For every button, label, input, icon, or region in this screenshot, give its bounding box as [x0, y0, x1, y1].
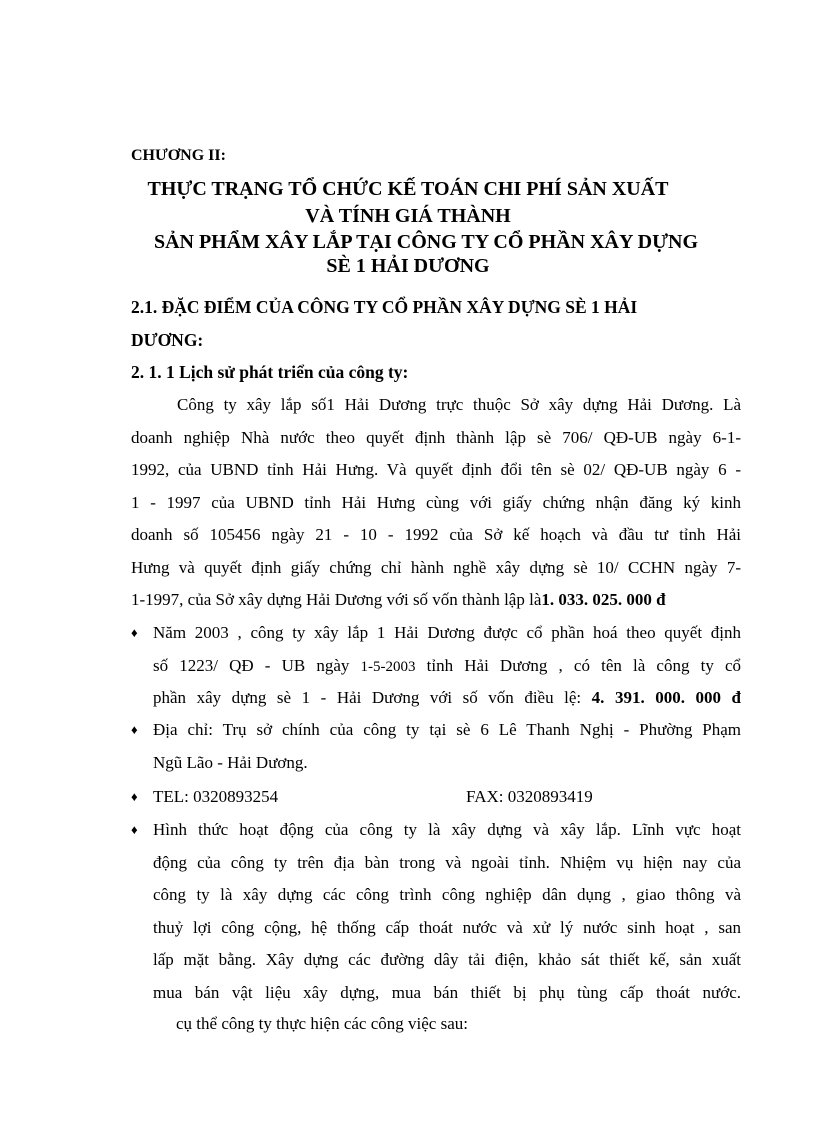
- paragraph-line: Công ty xây lắp số1 Hải Dương trực thuộc Sở xây dựng Hải Dương. Là: [177, 395, 741, 414]
- charter-capital-value: 4. 391. 000. 000 đ: [591, 688, 741, 707]
- bullet-line: Ngũ Lão - Hải Dương.: [153, 752, 308, 772]
- paragraph-line: 1 - 1997 của UBND tỉnh Hải Hưng cùng với giấy chứng nhận đăng ký kinh: [131, 492, 741, 512]
- section-heading-2-1-1: 2. 1. 1 Lịch sử phát triển của công ty:: [131, 362, 409, 382]
- paragraph-line-text: 1-1997, của Sở xây dựng Hải Dương với số vốn thành lập là: [131, 590, 542, 609]
- section-heading-2-1-cont: DƯƠNG:: [131, 330, 204, 350]
- bullet-line: Năm 2003 , công ty xây lắp 1 Hải Dương được cổ phần hoá theo quyết định: [153, 623, 741, 642]
- founding-capital-value: 1. 033. 025. 000 đ: [541, 590, 666, 609]
- chapter-title-line-1: THỰC TRẠNG TỔ CHỨC KẾ TOÁN CHI PHÍ SẢN XUẤT: [147, 178, 669, 200]
- paragraph-line: 1992, của UBND tỉnh Hải Hưng. Và quyết định đổi tên sè 02/ QĐ-UB ngày 6 -: [131, 460, 741, 479]
- equitization-date: 1-5-2003: [360, 658, 416, 675]
- bullet-line: Hình thức hoạt động của công ty là xây dựng và xây lắp. Lĩnh vực hoạt: [153, 820, 741, 839]
- chapter-title-line-2: VÀ TÍNH GIÁ THÀNH: [305, 205, 511, 227]
- fax-number: FAX: 0320893419: [466, 787, 593, 806]
- bullet-line: mua bán vật liệu xây dựng, mua bán thiết bị phụ tùng cấp thoát nước.: [153, 982, 741, 1002]
- diamond-bullet-icon: ♦: [131, 722, 138, 737]
- tel-number: TEL: 0320893254: [153, 787, 279, 806]
- section-heading-2-1: 2.1. ĐẶC ĐIỂM CỦA CÔNG TY CỔ PHẦN XÂY DỰNG SÈ 1 HẢI: [131, 297, 638, 317]
- bullet-line: công ty là xây dựng các công trình công nghiệp dân dụng , giao thông và: [153, 885, 741, 904]
- bullet-line: động của công ty trên địa bàn trong và ngoài tỉnh. Nhiệm vụ hiện nay của: [153, 852, 741, 872]
- bullet-line: thuỷ lợi công cộng, hệ thống cấp thoát nước và xử lý nước sinh hoạt , san: [153, 917, 741, 937]
- chapter-label: CHƯƠNG II:: [131, 147, 226, 164]
- bullet-line: [153, 682, 741, 715]
- diamond-bullet-icon: ♦: [131, 625, 138, 640]
- paragraph-line: doanh nghiệp Nhà nước theo quyết định thành lập sè 706/ QĐ-UB ngày 6-1-: [131, 427, 741, 447]
- bullet-line-part: phần xây dựng sè 1 - Hải Dương với số vốn điều lệ:: [153, 688, 582, 707]
- bullet-line-part: tỉnh Hải Dương , có tên là công ty cổ: [426, 655, 742, 675]
- diamond-bullet-icon: ♦: [131, 822, 138, 837]
- intro-paragraph: [131, 389, 741, 617]
- diamond-bullet-icon: ♦: [131, 789, 138, 804]
- paragraph-line-capital: [131, 584, 741, 617]
- bullet-line: [153, 650, 741, 683]
- chapter-title-line-3: SẢN PHẨM XÂY LẮP TẠI CÔNG TY CỔ PHẦN XÂY DỰNG: [153, 231, 699, 253]
- bullet-line: lấp mặt bằng. Xây dựng các đường dây tải điện, khảo sát thiết kế, sản xuất: [153, 950, 741, 969]
- paragraph-line: Hưng và quyết định giấy chứng chỉ hành nghề xây dựng sè 10/ CCHN ngày 7-: [131, 557, 741, 577]
- bullet-line-part: số 1223/ QĐ - UB ngày: [153, 655, 350, 675]
- closing-line: cụ thể công ty thực hiện các công việc sau:: [176, 1014, 468, 1033]
- bullet-line: Địa chỉ: Trụ sở chính của công ty tại sè 6 Lê Thanh Nghị - Phường Phạm: [153, 720, 741, 739]
- chapter-title-line-4: SÈ 1 HẢI DƯƠNG: [326, 255, 490, 277]
- paragraph-line: doanh số 105456 ngày 21 - 10 - 1992 của Sở kế hoạch và đầu tư tỉnh Hải: [131, 525, 741, 544]
